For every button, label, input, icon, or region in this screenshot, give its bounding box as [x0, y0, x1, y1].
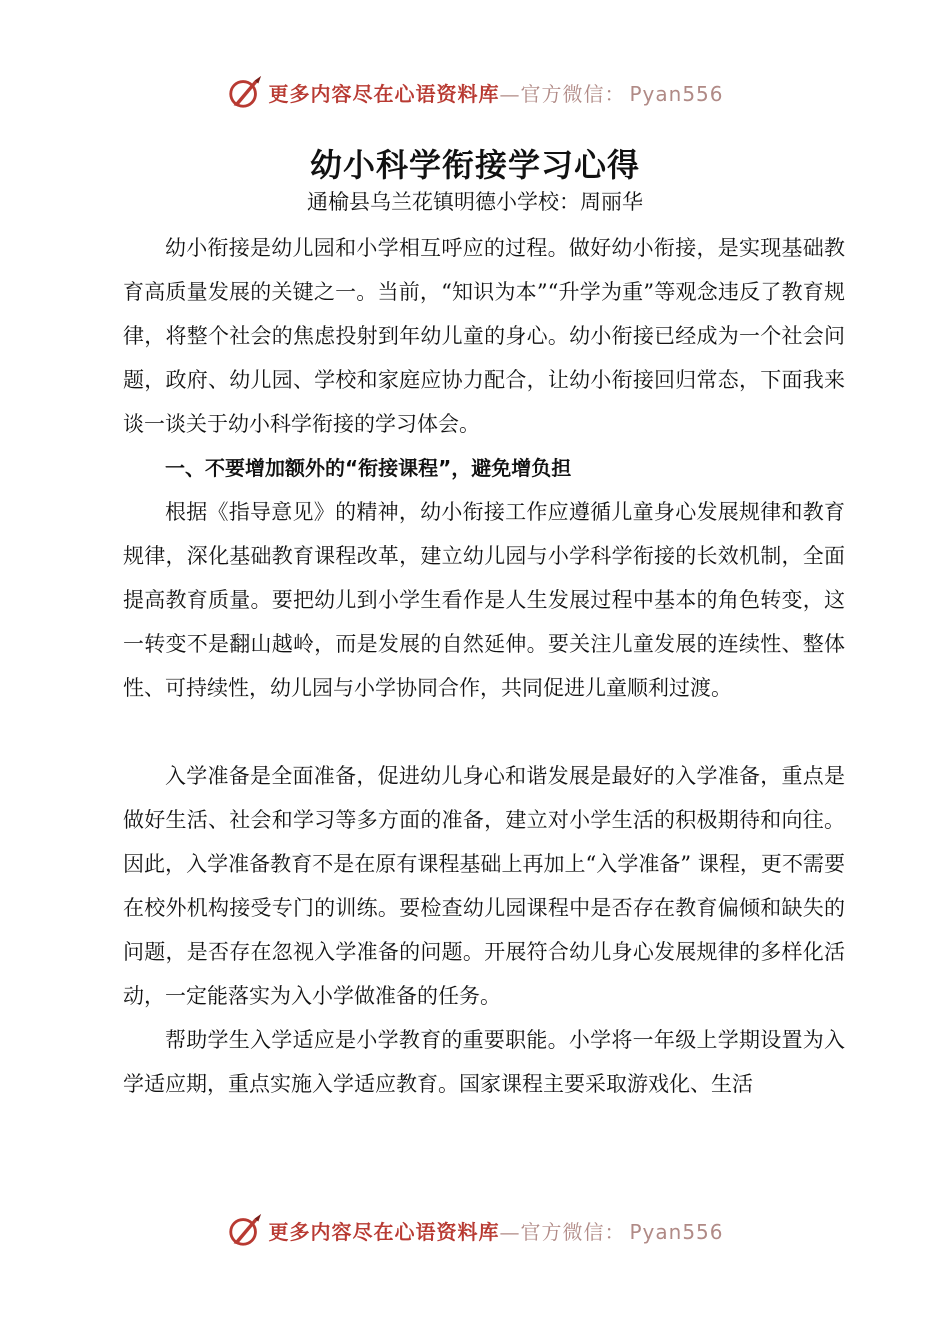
document-author: 通榆县乌兰花镇明德小学校：周丽华	[307, 190, 643, 214]
quill-logo-icon	[226, 1211, 264, 1249]
blank-line	[123, 710, 845, 754]
paragraph-preparation: 入学准备是全面准备，促进幼儿身心和谐发展是最好的入学准备，重点是做好生活、社会和学习等多方面的准备，建立对小学生活的积极期待和向往。因此，入学准备教育不是在原有课程基础上再加上“入学准备” 课程，更不需要在校外机构接受专门的训练。要检查幼儿园课程中是否存在教育偏倾和缺失的问题，是否存在忽视入学准备的问题。开展符合幼儿身心发展规律的多样化活动，一定能落实为入小学做准备的任务。	[123, 764, 845, 1008]
watermark-main-text: 更多内容尽在心语资料库	[268, 81, 500, 106]
watermark-sub-text: —官方微信：	[499, 81, 626, 106]
header-watermark	[0, 70, 950, 114]
paragraph-intro: 幼小衔接是幼儿园和小学相互呼应的过程。做好幼小衔接，是实现基础教育高质量发展的关键之一。当前，“知识为本”“升学为重”等观念违反了教育规律，将整个社会的焦虑投射到年幼儿童的身心。幼小衔接已经成为一个社会问题，政府、幼儿园、学校和家庭应协力配合，让幼小衔接回归常态，下面我来谈一谈关于幼小科学衔接的学习体会。	[123, 236, 845, 436]
watermark-main-text: 更多内容尽在心语资料库	[268, 1219, 500, 1244]
document-body	[123, 226, 845, 1106]
watermark-id-text: Pyan556	[629, 81, 724, 106]
document-title: 幼小科学衔接学习心得	[309, 146, 640, 184]
section-heading-1: 一、不要增加额外的“衔接课程”，避免增负担	[165, 456, 572, 480]
quill-logo-icon	[226, 73, 264, 111]
paragraph-guidance: 根据《指导意见》的精神，幼小衔接工作应遵循儿童身心发展规律和教育规律，深化基础教育课程改革，建立幼儿园与小学科学衔接的长效机制，全面提高教育质量。要把幼儿到小学生看作是人生发展过程中基本的角色转变，这一转变不是翻山越岭，而是发展的自然延伸。要关注儿童发展的连续性、整体性、可持续性，幼儿园与小学协同合作，共同促进儿童顺利过渡。	[123, 500, 845, 700]
footer-watermark	[0, 1208, 950, 1252]
watermark-id-text: Pyan556	[629, 1219, 724, 1244]
paragraph-adaptation: 帮助学生入学适应是小学教育的重要职能。小学将一年级上学期设置为入学适应期，重点实施入学适应教育。国家课程主要采取游戏化、生活	[123, 1028, 845, 1096]
watermark-sub-text: —官方微信：	[499, 1219, 626, 1244]
